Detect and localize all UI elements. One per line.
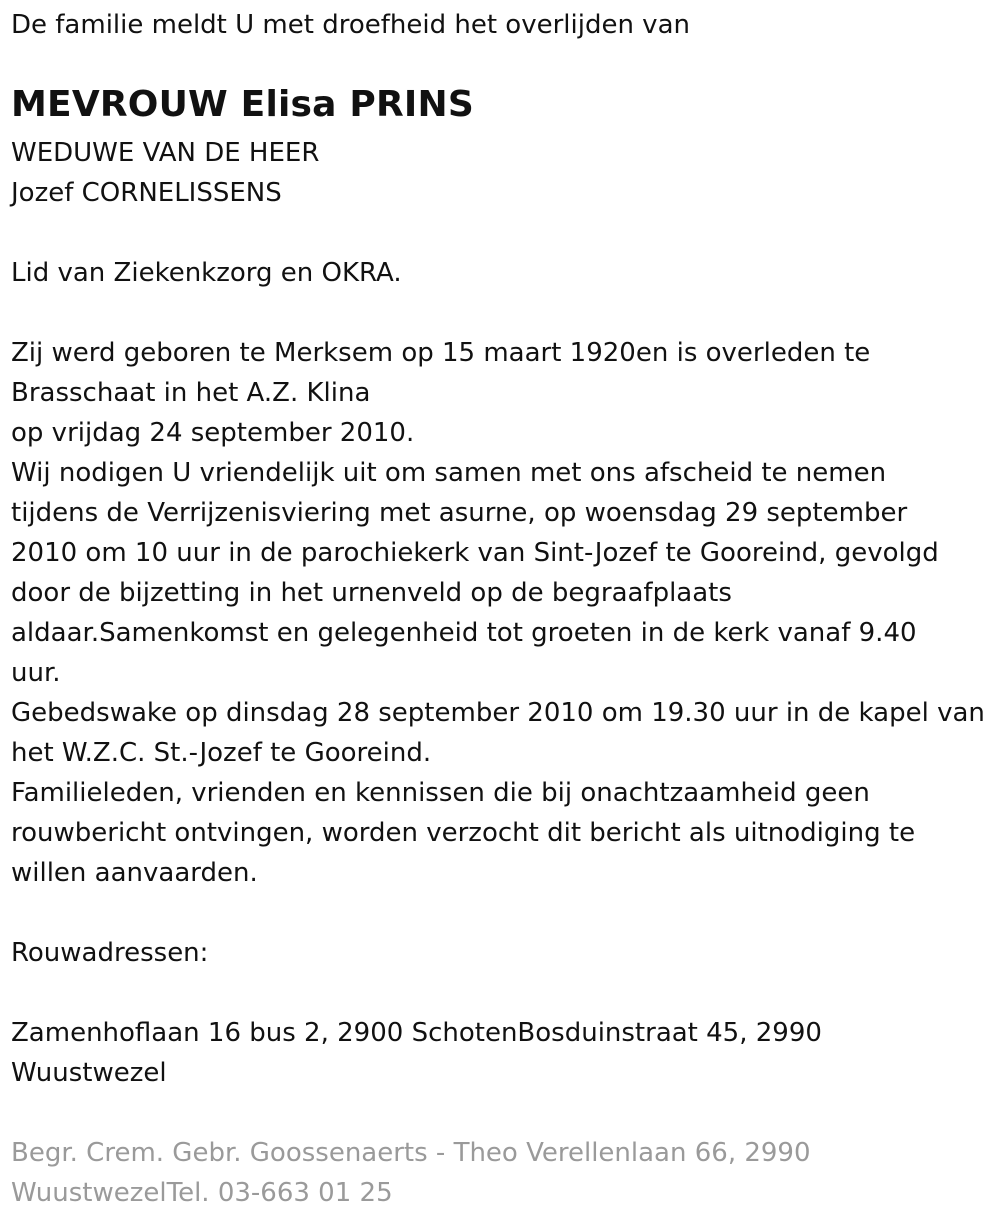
body-line: Wij nodigen U vriendelijk uit om samen met ons afscheid te nemen [11,458,887,488]
body-line: rouwbericht ontvingen, worden verzocht dit bericht als uitnodiging te [11,818,916,848]
spouse-name: Jozef CORNELISSENS [11,178,282,208]
relation-line: WEDUWE VAN DE HEER [11,138,320,168]
address-line: Wuustwezel [11,1058,167,1088]
address-line: Zamenhoflaan 16 bus 2, 2900 SchotenBosduinstraat 45, 2990 [11,1018,822,1048]
body-line: Zij werd geboren te Merksem op 15 maart 1920en is overleden te [11,338,871,368]
deceased-name: MEVROUW Elisa PRINS [11,84,474,125]
intro-text: De familie meldt U met droefheid het overlijden van [11,10,690,40]
body-line: willen aanvaarden. [11,858,258,888]
addresses-label: Rouwadressen: [11,938,209,968]
funeral-director-line: Begr. Crem. Gebr. Goossenaerts - Theo Verellenlaan 66, 2990 [11,1138,811,1168]
body-line: uur. [11,658,61,688]
body-line: aldaar.Samenkomst en gelegenheid tot groeten in de kerk vanaf 9.40 [11,618,917,648]
funeral-director-contact: WuustwezelTel. 03-663 01 25 [11,1178,393,1208]
body-line: door de bijzetting in het urnenveld op de begraafplaats [11,578,732,608]
membership-text: Lid van Ziekenkzorg en OKRA. [11,258,402,288]
body-line: Familieleden, vrienden en kennissen die bij onachtzaamheid geen [11,778,870,808]
body-line: Gebedswake op dinsdag 28 september 2010 om 19.30 uur in de kapel van [11,698,985,728]
body-line: op vrijdag 24 september 2010. [11,418,415,448]
body-line: tijdens de Verrijzenisviering met asurne, op woensdag 29 september [11,498,908,528]
body-line: Brasschaat in het A.Z. Klina [11,378,371,408]
body-line: het W.Z.C. St.-Jozef te Gooreind. [11,738,432,768]
body-line: 2010 om 10 uur in de parochiekerk van Sint-Jozef te Gooreind, gevolgd [11,538,939,568]
